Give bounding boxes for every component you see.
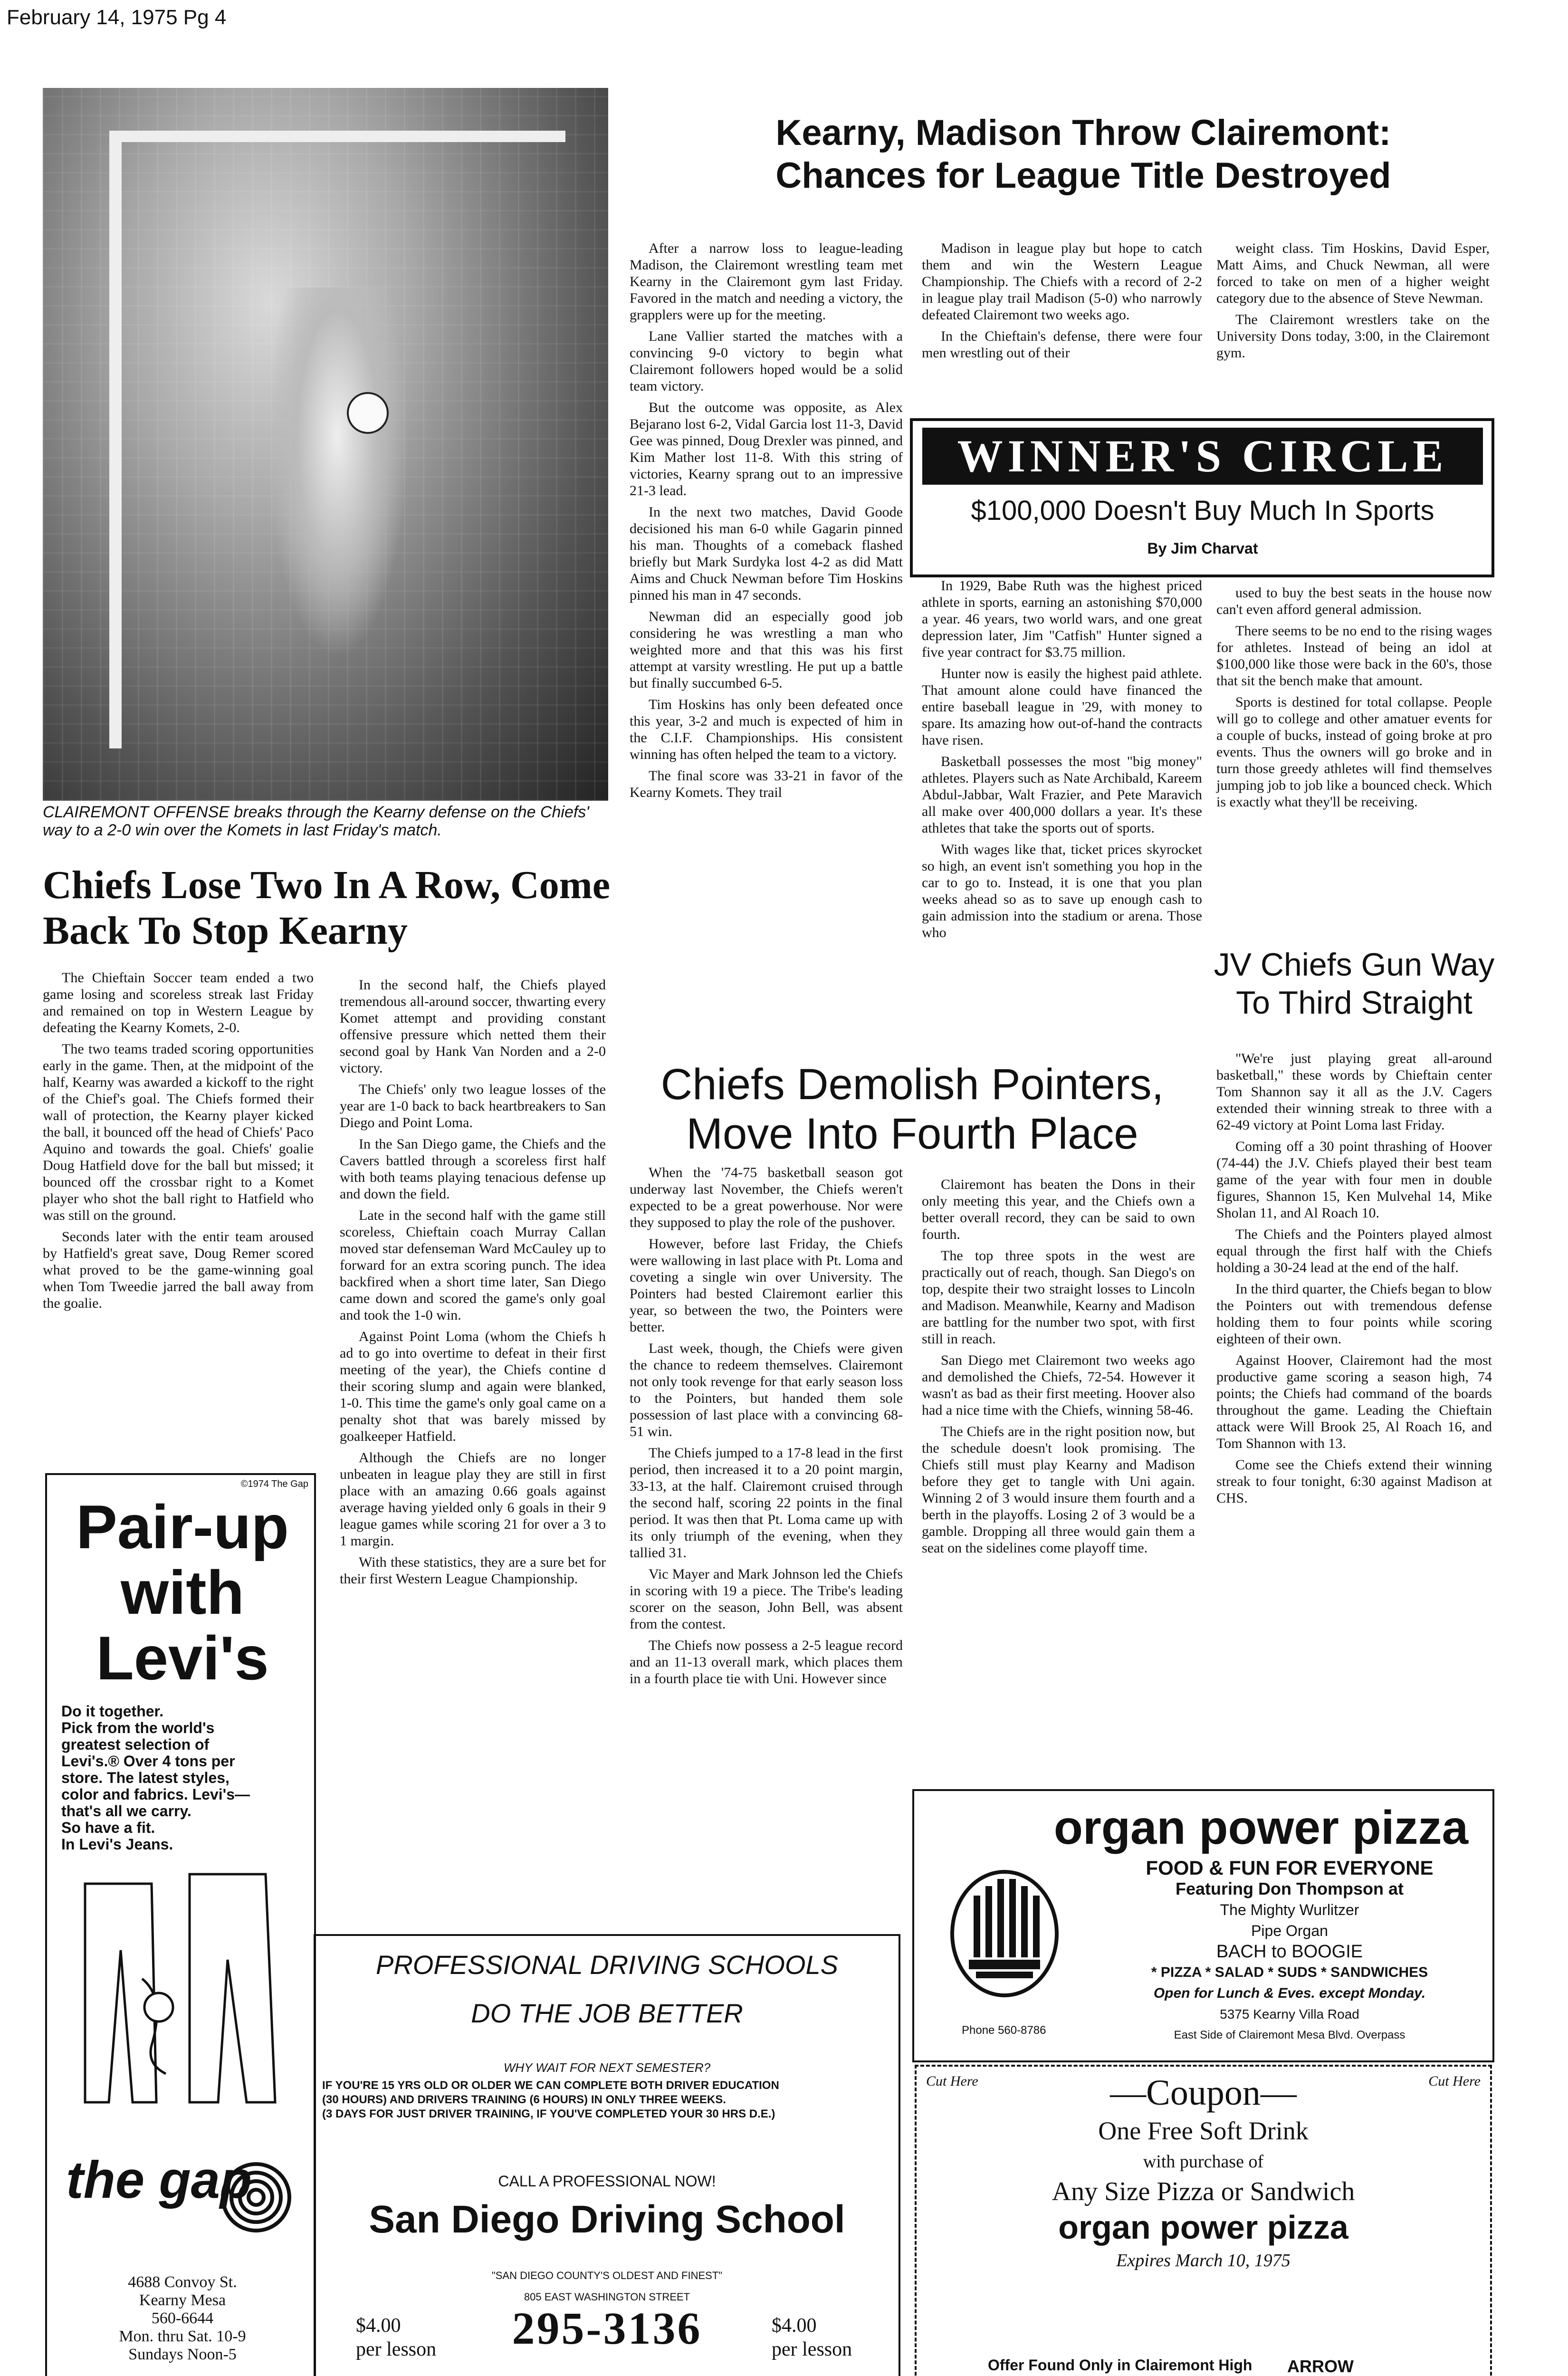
soccer-photo bbox=[43, 88, 608, 801]
basketball-paragraph: The Chiefs jumped to a 17-8 lead in the first period, then increased it to a 20 point margin, 33-13, at the half. Clairemont cruised through the second half, scoring 22 points in the final period. It was then that Pt. Loma came up with its only triumph of the evening, when they tallied 31. bbox=[630, 1445, 903, 1561]
driving-details bbox=[322, 2079, 892, 2121]
soccer-paragraph: The Chiefs' only two league losses of the year are 1-0 back to back heartbreakers to San Diego and Point Loma. bbox=[340, 1082, 606, 1131]
organ-pizza-details bbox=[1090, 1858, 1489, 2046]
gap-logo bbox=[61, 2131, 299, 2240]
gap-address-line: 560-6644 bbox=[151, 2309, 214, 2327]
basketball-paragraph: San Diego met Clairemont two weeks ago and demolished the Chiefs, 72-54. However it wasn't as bad as their first meeting. Hoover also had a nice time with the Chiefs, winning 58-46. bbox=[922, 1352, 1195, 1418]
driving-line2: DO THE JOB BETTER bbox=[471, 1998, 743, 2028]
driving-school-ad bbox=[314, 1934, 900, 2376]
soccer-paragraph: Late in the second half with the game still scoreless, Chieftain coach Murray Callan moved star defenseman Ward McCauley up to forward for an extra scoring punch. The idea backfired when a short time later, San Diego came down and scored the game's only goal and took the 1-0 win. bbox=[340, 1207, 606, 1323]
winners-circle-column-2 bbox=[1216, 584, 1492, 815]
soccer-column-1 bbox=[43, 969, 314, 1316]
coupon[interactable] bbox=[915, 2065, 1492, 2376]
levis-copy-line: Levi's.® Over 4 tons per bbox=[61, 1753, 235, 1770]
wrestling-column-3 bbox=[1216, 240, 1490, 366]
driving-question: WHY WAIT FOR NEXT SEMESTER? bbox=[503, 2060, 711, 2075]
winners-paragraph: Hunter now is easily the highest paid athlete. That amount alone could have financed the entire baseball league in '29, with money to spare. Its amazing how out-of-hand the contracts have risen. bbox=[922, 666, 1202, 748]
jv-paragraph: In the third quarter, the Chiefs began to blow the Pointers out with tremendous defense holding them to four points while scoring eighteen of their own. bbox=[1216, 1281, 1492, 1347]
driving-price-right bbox=[772, 2314, 852, 2361]
winners-circle-headline: $100,000 Doesn't Buy Much In Sports bbox=[971, 495, 1434, 526]
jv-headline-line2: To Third Straight bbox=[1236, 985, 1472, 1021]
coupon-any-size: Any Size Pizza or Sandwich bbox=[1052, 2177, 1355, 2206]
jv-paragraph: The Chiefs and the Pointers played almost equal through the first half with the Chiefs holding a 30-24 lead at the end of the half. bbox=[1216, 1226, 1492, 1275]
wrestling-paragraph: The Clairemont wrestlers take on the University Dons today, 3:00, in the Clairemont gym. bbox=[1216, 312, 1490, 361]
levis-title-line2: with bbox=[121, 1558, 244, 1627]
levis-title-line3: Levi's bbox=[96, 1623, 269, 1693]
coupon-offer: One Free Soft Drink bbox=[1098, 2117, 1309, 2145]
levis-copyright: ©1974 The Gap bbox=[240, 1479, 308, 1489]
pipe-organ-icon bbox=[947, 1867, 1061, 2000]
levis-copy-line: color and fabrics. Levi's— bbox=[61, 1786, 250, 1803]
driving-address: 805 EAST WASHINGTON STREET bbox=[524, 2291, 690, 2303]
organ-location: East Side of Clairemont Mesa Blvd. Overpass bbox=[1174, 2029, 1405, 2041]
basketball-paragraph: Clairemont has beaten the Dons in their only meeting this year, and the Chiefs own a better overall record, they can be said to own fourth. bbox=[922, 1177, 1195, 1242]
coupon-details bbox=[917, 2071, 1490, 2274]
levis-copy-line: So have a fit. bbox=[61, 1819, 155, 1836]
winners-circle-byline: By Jim Charvat bbox=[1147, 540, 1258, 557]
organ-menu: * PIZZA * SALAD * SUDS * SANDWICHES bbox=[1151, 1964, 1428, 1980]
organ-featuring: Featuring Don Thompson at bbox=[1176, 1879, 1404, 1898]
basketball-column-1 bbox=[630, 1164, 903, 1692]
basketball-column-2 bbox=[922, 1176, 1195, 1561]
organ-wurlitzer: The Mighty Wurlitzer bbox=[1220, 1901, 1359, 1918]
basketball-paragraph: When the '74-75 basketball season got underway last November, the Chiefs weren't expected to be a great powerhouse. Nor were they supposed to play the role of the pushover. bbox=[630, 1165, 903, 1230]
soccer-paragraph: Although the Chiefs are no longer unbeaten in league play they are still in first place with an amazing 0.66 goals against average having yielded only 6 goals in their 9 league games while scoring 21 for over a 3 to 1 margin. bbox=[340, 1450, 606, 1549]
coupon-expires: Expires March 10, 1975 bbox=[1116, 2251, 1291, 2271]
soccer-paragraph: In the San Diego game, the Chiefs and the Cavers battled through a scoreless first half with both teams playing tenacious defense up and down the field. bbox=[340, 1136, 606, 1202]
driving-call: CALL A PROFESSIONAL NOW! bbox=[498, 2173, 716, 2190]
basketball-paragraph: The Chiefs are in the right position now, but the schedule doesn't look promising. The Chiefs still must play Kearny and Madison before they get to tangle with Uni again. Winning 2 of 3 would insure them fourth and a berth in the playoffs. Losing 2 of 3 would be a gamble. Dropping all three would gain them a seat on the sidelines come playoff time. bbox=[922, 1424, 1195, 1556]
soccer-column-2 bbox=[340, 977, 606, 1592]
jv-headline bbox=[1212, 946, 1497, 1022]
driving-price-left bbox=[356, 2314, 436, 2361]
wrestling-headline-line2: Chances for League Title Destroyed bbox=[775, 155, 1391, 196]
winners-circle-box bbox=[910, 418, 1494, 577]
winners-circle-banner: WINNER'S CIRCLE bbox=[922, 428, 1483, 485]
organ-address: 5375 Kearny Villa Road bbox=[1220, 2007, 1359, 2022]
soccer-paragraph: With these statistics, they are a sure bet for their first Western League Championship. bbox=[340, 1554, 606, 1587]
jv-column bbox=[1216, 1050, 1492, 1511]
wrestling-paragraph: Newman did an especially good job considering he was wrestling a man who weighted more and that this was his first attempt at varsity wrestling. He put up a battle but finally succumbed 6-5. bbox=[630, 609, 903, 691]
driving-phone: 295-3136 bbox=[512, 2303, 702, 2354]
organ-bach: BACH to BOOGIE bbox=[1216, 1942, 1363, 1962]
wrestling-paragraph: Tim Hoskins has only been defeated once this year, 3-2 and much is expected of him in the C.I.F. Championships. His consistent winning has often helped the team to a victory. bbox=[630, 697, 903, 762]
soccer-paragraph: The two teams traded scoring opportunities early in the game. Then, at the midpoint of the half, Kearny was awarded a kickoff to the right of the Chief's goal. The Chiefs formed their wall of protection, the Kearny player kicked the ball, it bounced off the head of Chiefs' Paco Aquino and towards the goal. Chiefs' goalie Doug Hatfield dove for the ball but missed; it bounced off the crossbar right to a Komet player who shot the ball right to Hatfield who was still on the ground. bbox=[43, 1041, 314, 1223]
jv-paragraph: "We're just playing great all-around basketball," these words by Chieftain center Tom Shannon say it all as the J.V. Cagers extended their winning streak to three with a 62-49 victory at Point Loma last Friday. bbox=[1216, 1051, 1492, 1133]
levis-copy-line: that's all we carry. bbox=[61, 1802, 191, 1820]
winners-paragraph: Basketball possesses the most "big money" athletes. Players such as Nate Archibald, Kareem Abdul-Jabbar, Walt Frazier, and Pete Maravich all make over 400,000 dollars a year. It's these athletes that take the sports out of sports. bbox=[922, 754, 1202, 836]
basketball-paragraph: Last week, though, the Chiefs were given the chance to redeem themselves. Clairemont not only took revenge for that early season loss to the Pointers, but handed them sole possession of last place with a convincing 68-51 win. bbox=[630, 1341, 903, 1439]
organ-hours: Open for Lunch & Eves. except Monday. bbox=[1153, 1985, 1426, 2001]
organ-tagline: FOOD & FUN FOR EVERYONE bbox=[1146, 1857, 1434, 1879]
gap-address-line: Mon. thru Sat. 10-9 bbox=[119, 2328, 246, 2345]
wrestling-paragraph: But the outcome was opposite, as Alex Bejarano lost 6-2, Vidal Garcia lost 11-3, David Gee was pinned, Doug Drexler was pinned, and Kim Mather lost 11-8. With this string of victories, Kearny sprang out to an impressive 21-3 lead. bbox=[630, 400, 903, 498]
organ-pizza-name: organ power pizza bbox=[1053, 1801, 1469, 1854]
levis-copy-line: Do it together. bbox=[61, 1703, 164, 1720]
jv-paragraph: Coming off a 30 point thrashing of Hoover (74-44) the J.V. Chiefs played their best team game of the year with four men in double figures, Shannon 15, Ken Mulvehal 14, Mike Sholan 11, and Al Roach 10. bbox=[1216, 1139, 1492, 1221]
gap-address-line: Sundays Noon-5 bbox=[128, 2346, 237, 2363]
price-left-value: $4.00 bbox=[356, 2315, 401, 2337]
soccer-paragraph: Seconds later with the entir team aroused by Hatfield's great save, Doug Remer scored what proved to be the game-winning goal when Tom Tweedie jarred the ball away from the goalie. bbox=[43, 1229, 314, 1311]
price-left-label: per lesson bbox=[356, 2338, 437, 2360]
player-silhouette bbox=[266, 287, 409, 658]
crossbar bbox=[109, 131, 565, 142]
cut-here-left: Cut Here bbox=[926, 2073, 978, 2089]
soccer-paragraph: In the second half, the Chiefs played tremendous all-around soccer, thwarting every Komet attempt and providing constant offensive pressure which netted them their second goal by Hank Van Norden and a 2-0 victory. bbox=[340, 977, 606, 1076]
gap-address-line: 4688 Convoy St. bbox=[128, 2273, 237, 2291]
driving-detail-line: IF YOU'RE 15 YRS OLD OR OLDER WE CAN COMPLETE BOTH DRIVER EDUCATION bbox=[322, 2079, 779, 2092]
price-right-value: $4.00 bbox=[772, 2315, 817, 2337]
wrestling-paragraph: In the Chieftain's defense, there were four men wrestling out of their bbox=[922, 328, 1202, 361]
levis-title-line1: Pair-up bbox=[76, 1492, 289, 1562]
winners-paragraph: With wages like that, ticket prices skyrocket so high, an event isn't something you hop in the car to go to. Instead, it is one that you plan weeks ahead so as to save up enough cash to gain admission into the stadium or arena. Those who bbox=[922, 842, 1202, 940]
wrestling-headline-line1: Kearny, Madison Throw Clairemont: bbox=[775, 113, 1391, 153]
wrestling-column-1 bbox=[630, 240, 903, 805]
wrestling-paragraph: weight class. Tim Hoskins, David Esper, Matt Aims, and Chuck Newman, all were forced to take on men of a higher weight category due to the absence of Steve Newman. bbox=[1216, 240, 1490, 306]
gap-address-line: Kearny Mesa bbox=[139, 2291, 226, 2309]
cut-here-right: Cut Here bbox=[1428, 2073, 1481, 2089]
levis-copy-line: Pick from the world's bbox=[61, 1719, 215, 1736]
winners-circle-column-1 bbox=[922, 577, 1202, 946]
driving-tagline: "SAN DIEGO COUNTY'S OLDEST AND FINEST" bbox=[491, 2270, 723, 2281]
wrestling-paragraph: After a narrow loss to league-leading Madison, the Clairemont wrestling team met Kearny in the Clairemont gym last Friday. Favored in the match and needing a victory, the grapplers were up for the meeting. bbox=[630, 240, 903, 323]
levis-copy bbox=[61, 1703, 308, 1853]
basketball-headline-line2: Move Into Fourth Place bbox=[686, 1110, 1138, 1158]
coupon-name: organ power pizza bbox=[1058, 2209, 1348, 2246]
basketball-paragraph: However, before last Friday, the Chiefs were wallowing in last place with Pt. Loma and coveting a single win over University. The Pointers had bested Clairemont earlier this year, so between the two, the Pointers were better. bbox=[630, 1236, 903, 1335]
coupon-with: with purchase of bbox=[1143, 2152, 1264, 2172]
coupon-title: —Coupon— bbox=[1110, 2073, 1297, 2113]
jv-headline-line1: JV Chiefs Gun Way bbox=[1214, 947, 1495, 983]
gap-logo-circles bbox=[218, 2159, 294, 2235]
basketball-paragraph: Vic Mayer and Mark Johnson led the Chiefs in scoring with 19 a piece. The Tribe's leading scorer on the season, John Bell, was absent from the contest. bbox=[630, 1566, 903, 1632]
winners-paragraph: In 1929, Babe Ruth was the highest priced athlete in sports, earning an astonishing $70,000 a year. 46 years, two world wars, and one great depression later, Jim "Catfish" Hunter signed a five year contract for $3.75 million. bbox=[922, 578, 1202, 660]
jeans-illustration bbox=[76, 1865, 285, 2112]
wrestling-column-2 bbox=[922, 240, 1202, 366]
jv-paragraph: Against Hoover, Clairemont had the most productive game scoring a season high, 74 points; the Chiefs had command of the boards throughout the game. Leading the Chieftain attack were Will Brook 25, Al Roach 16, and Tom Shannon with 13. bbox=[1216, 1352, 1492, 1451]
driving-school-name: San Diego Driving School bbox=[369, 2198, 845, 2241]
levis-copy-line: In Levi's Jeans. bbox=[61, 1836, 173, 1853]
dateline: February 14, 1975 Pg 4 bbox=[7, 6, 227, 29]
wrestling-paragraph: The final score was 33-21 in favor of the Kearny Komets. They trail bbox=[630, 768, 903, 800]
basketball-paragraph: The top three spots in the west are practically out of reach, though. San Diego's on top, despite their two straight losses to Lincoln and Madison. Meanwhile, Kearny and Madison are battling for the number two spot, with first still in reach. bbox=[922, 1248, 1195, 1347]
jv-paragraph: Come see the Chiefs extend their winning streak to four tonight, 6:30 against Madison at CHS. bbox=[1216, 1457, 1492, 1506]
organ-pizza-ad bbox=[912, 1789, 1494, 2062]
levis-ad bbox=[45, 1473, 316, 2376]
soccer-paragraph: The Chieftain Soccer team ended a two game losing and scoreless streak last Friday and remained on top in Western League by defeating the Kearny Komets, 2-0. bbox=[43, 970, 314, 1035]
winners-paragraph: Sports is destined for total collapse. People will go to college and other amatuer events for a couple of bucks, instead of going broke at pro events. Thus the owners will go broke and in turn those greedy athletes will find themselves jumping job to job like a bounced check. Which is exactly what they'll be receiving. bbox=[1216, 694, 1492, 810]
wrestling-paragraph: Lane Vallier started the matches with a convincing 9-0 victory to begin what Clairemont followers hoped would be a solid team victory. bbox=[630, 328, 903, 394]
photo-caption: CLAIREMONT OFFENSE breaks through the Kearny defense on the Chiefs' way to a 2-0 win over the Komets in last Friday's match. bbox=[43, 803, 589, 839]
driving-detail-line: (3 DAYS FOR JUST DRIVER TRAINING, IF YOU'VE COMPLETED YOUR 30 HRS D.E.) bbox=[322, 2108, 775, 2120]
basketball-headline bbox=[618, 1060, 1207, 1159]
soccer-headline: Chiefs Lose Two In A Row, Come Back To Stop Kearny bbox=[43, 863, 611, 953]
winners-paragraph: There seems to be no end to the rising wages for athletes. Instead of being an idol at $100,000 like those were back in the 60's, those that sit the bench make that amount. bbox=[1216, 623, 1492, 689]
goal-post bbox=[109, 131, 122, 748]
basketball-headline-line1: Chiefs Demolish Pointers, bbox=[660, 1060, 1164, 1109]
levis-copy-line: store. The latest styles, bbox=[61, 1769, 229, 1786]
soccer-ball bbox=[347, 392, 389, 434]
driving-detail-line: (30 HOURS) AND DRIVERS TRAINING (6 HOURS) IN ONLY THREE WEEKS. bbox=[322, 2093, 726, 2106]
winners-paragraph: used to buy the best seats in the house now can't even afford general admission. bbox=[1216, 585, 1492, 617]
levis-copy-line: greatest selection of bbox=[61, 1736, 210, 1753]
coupon-footer: Offer Found Only in Clairemont High bbox=[988, 2357, 1252, 2374]
wrestling-paragraph: In the next two matches, David Goode decisioned his man 6-0 while Gagarin pinned his man. Thoughts of a comeback flashed briefly but Mark Surdyka lost 4-2 as did Matt Aims and Chuck Newman before Tim Hoskins pinned his man in 47 seconds. bbox=[630, 504, 903, 603]
price-right-label: per lesson bbox=[772, 2338, 852, 2360]
basketball-paragraph: The Chiefs now possess a 2-5 league record and an 11-13 overall mark, which places them in a fourth place tie with Uni. However since bbox=[630, 1638, 903, 1686]
organ-pipe: Pipe Organ bbox=[1251, 1922, 1328, 1939]
gap-address bbox=[52, 2273, 313, 2364]
organ-phone: Phone 560-8786 bbox=[962, 2024, 1046, 2037]
soccer-paragraph: Against Point Loma (whom the Chiefs h ad to go into overtime to defeat in their first meeting of the year), the Chiefs contine d their scoring slump and again were blanked, 1-0. This time the game's only goal came on a penalty shot that was barely missed by goalkeeper Hatfield. bbox=[340, 1329, 606, 1444]
coupon-arrow: ARROW bbox=[1287, 2357, 1354, 2376]
wrestling-headline bbox=[618, 112, 1549, 197]
levis-title bbox=[57, 1494, 308, 1691]
wrestling-paragraph: Madison in league play but hope to catch them and win the Western League Championship. The Chiefs with a record of 2-2 in league play trail Madison (5-0) who narrowly defeated Clairemont two weeks ago. bbox=[922, 240, 1202, 323]
driving-line1: PROFESSIONAL DRIVING SCHOOLS bbox=[376, 1950, 838, 1980]
gap-logo-text: the gap bbox=[66, 2151, 252, 2209]
